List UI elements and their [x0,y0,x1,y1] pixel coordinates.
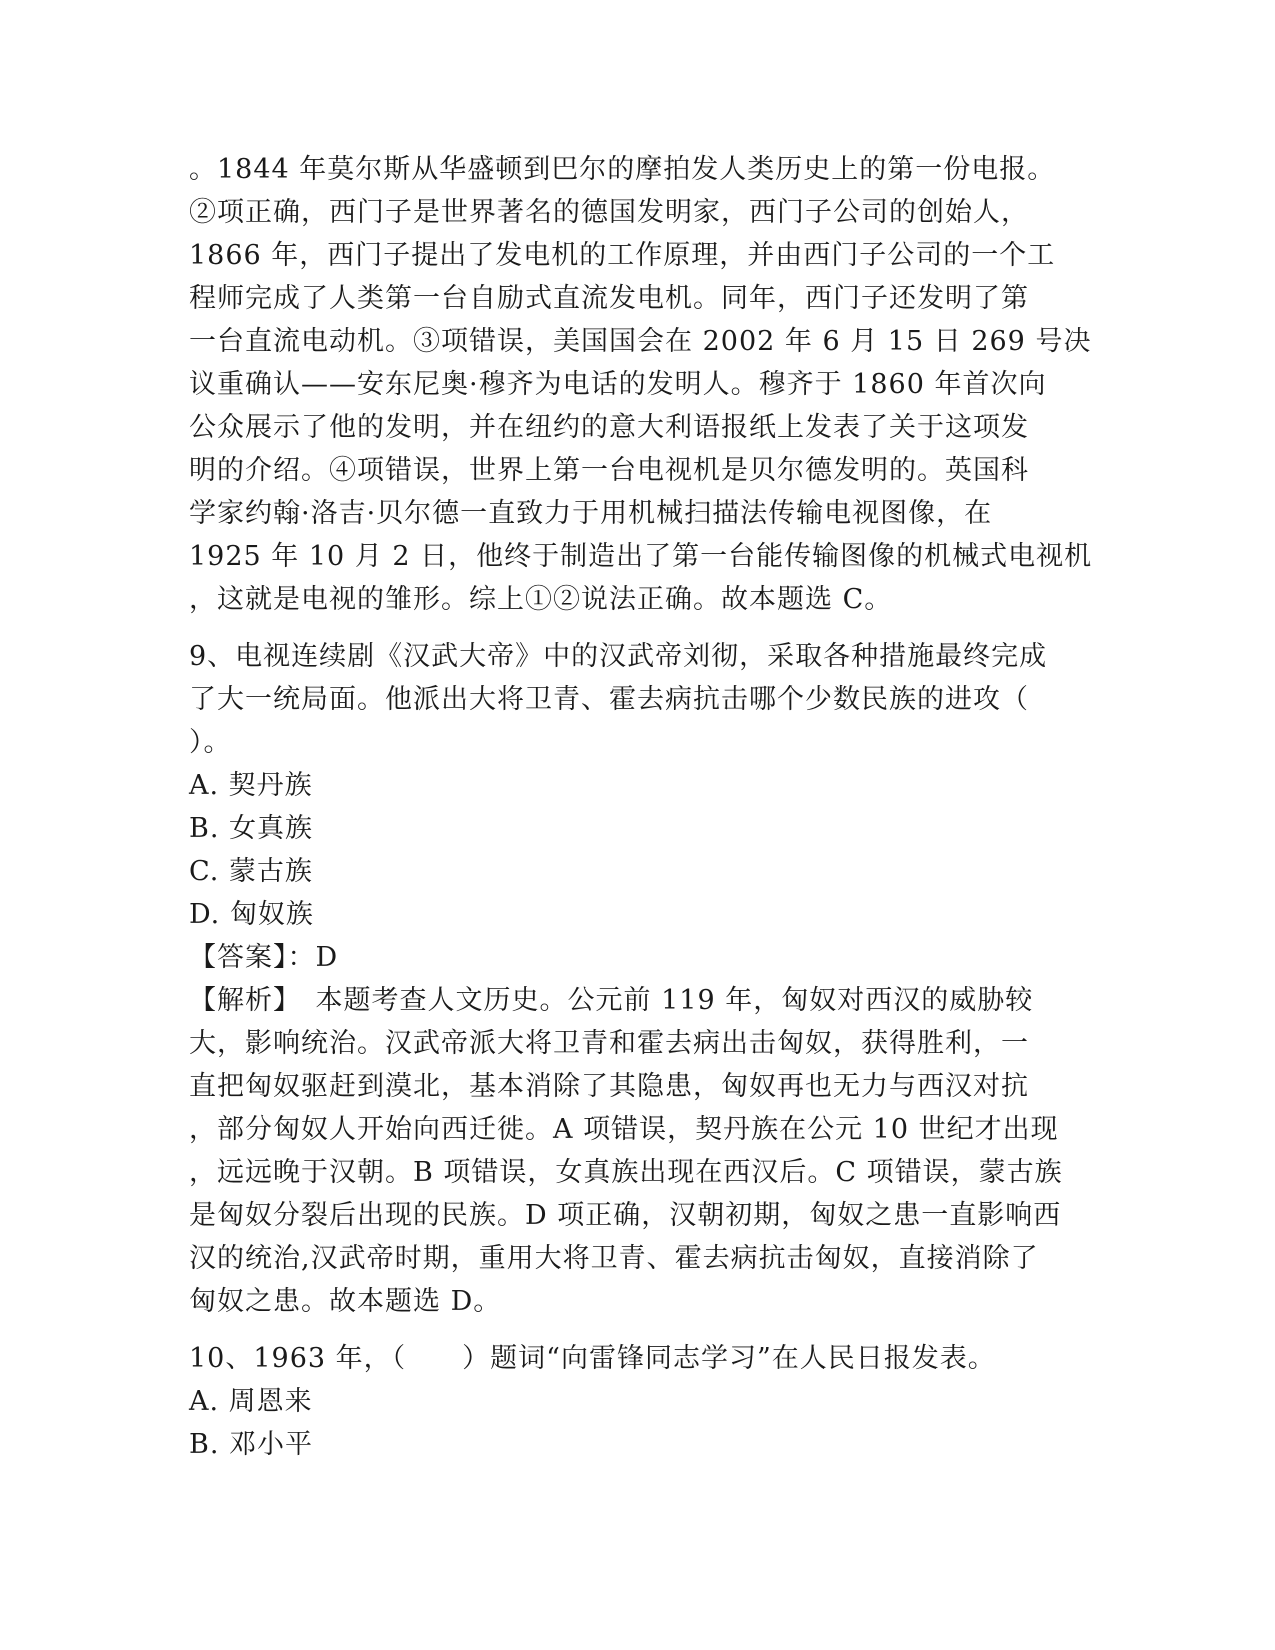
explanation-line: 明的介绍。④项错误，世界上第一台电视机是贝尔德发明的。英国科 [189,455,1029,486]
document-page [189,148,1093,1466]
explanation-line: 一台直流电动机。③项错误，美国国会在 2002 年 6 月 15 日 269 号决 [189,326,1092,357]
explanation-line: 议重确认——安东尼奥·穆齐为电话的发明人。穆齐于 1860 年首次向 [189,369,1047,400]
explanation-line: 是匈奴分裂后出现的民族。D 项正确，汉朝初期，匈奴之患一直影响西 [189,1200,1062,1231]
question-stem-line: 9、电视连续剧《汉武大帝》中的汉武帝刘彻，采取各种措施最终完成 [189,641,1048,672]
answer-line: 【答案】：D [189,942,339,973]
explanation-line: 程师完成了人类第一台自励式直流发电机。同年，西门子还发明了第 [189,283,1029,314]
option-d: D. 匈奴族 [189,899,314,930]
explanation-line: ，这就是电视的雏形。综上①②说法正确。故本题选 C。 [189,584,893,615]
explanation-line: 学家约翰·洛吉·贝尔德一直致力于用机械扫描法传输电视图像，在 [189,498,993,529]
option-b: B. 女真族 [189,813,314,844]
explanation-line: 直把匈奴驱赶到漠北，基本消除了其隐患，匈奴再也无力与西汉对抗 [189,1071,1029,1102]
option-c: C. 蒙古族 [189,856,313,887]
option-b: B. 邓小平 [189,1429,314,1460]
explanation-line: 汉的统治,汉武帝时期，重用大将卫青、霍去病抗击匈奴，直接消除了 [189,1243,1039,1274]
explanation-line: ②项正确，西门子是世界著名的德国发明家，西门子公司的创始人， [189,197,1029,228]
explanation-line: 1866 年，西门子提出了发电机的工作原理，并由西门子公司的一个工 [189,240,1056,271]
explanation-line: ，远远晚于汉朝。B 项错误，女真族出现在西汉后。C 项错误，蒙古族 [189,1157,1063,1188]
explanation-line: ，部分匈奴人开始向西迁徙。A 项错误，契丹族在公元 10 世纪才出现 [189,1114,1059,1145]
explanation-line: 公众展示了他的发明，并在纽约的意大利语报纸上发表了关于这项发 [189,412,1029,443]
explanation-line: 大，影响统治。汉武帝派大将卫青和霍去病出击匈奴，获得胜利，一 [189,1028,1029,1059]
explanation-line: 【解析】 本题考查人文历史。公元前 119 年，匈奴对西汉的威胁较 [189,985,1034,1016]
option-a: A. 契丹族 [189,770,313,801]
question-10 [189,1337,1089,1466]
question-9 [189,635,1089,1323]
previous-explanation [189,148,1093,621]
option-a: A. 周恩来 [189,1386,313,1417]
question-stem-line: 了大一统局面。他派出大将卫青、霍去病抗击哪个少数民族的进攻（ [189,684,1029,715]
explanation-line: 。1844 年莫尔斯从华盛顿到巴尔的摩拍发人类历史上的第一份电报。 [189,154,1056,185]
explanation-line: 匈奴之患。故本题选 D。 [189,1286,502,1317]
question-stem-line: 10、1963 年，（ ）题词“向雷锋同志学习”在人民日报发表。 [189,1343,996,1374]
explanation-line: 1925 年 10 月 2 日，他终于制造出了第一台能传输图像的机械式电视机 [189,541,1093,572]
question-stem-line: ）。 [189,727,232,758]
